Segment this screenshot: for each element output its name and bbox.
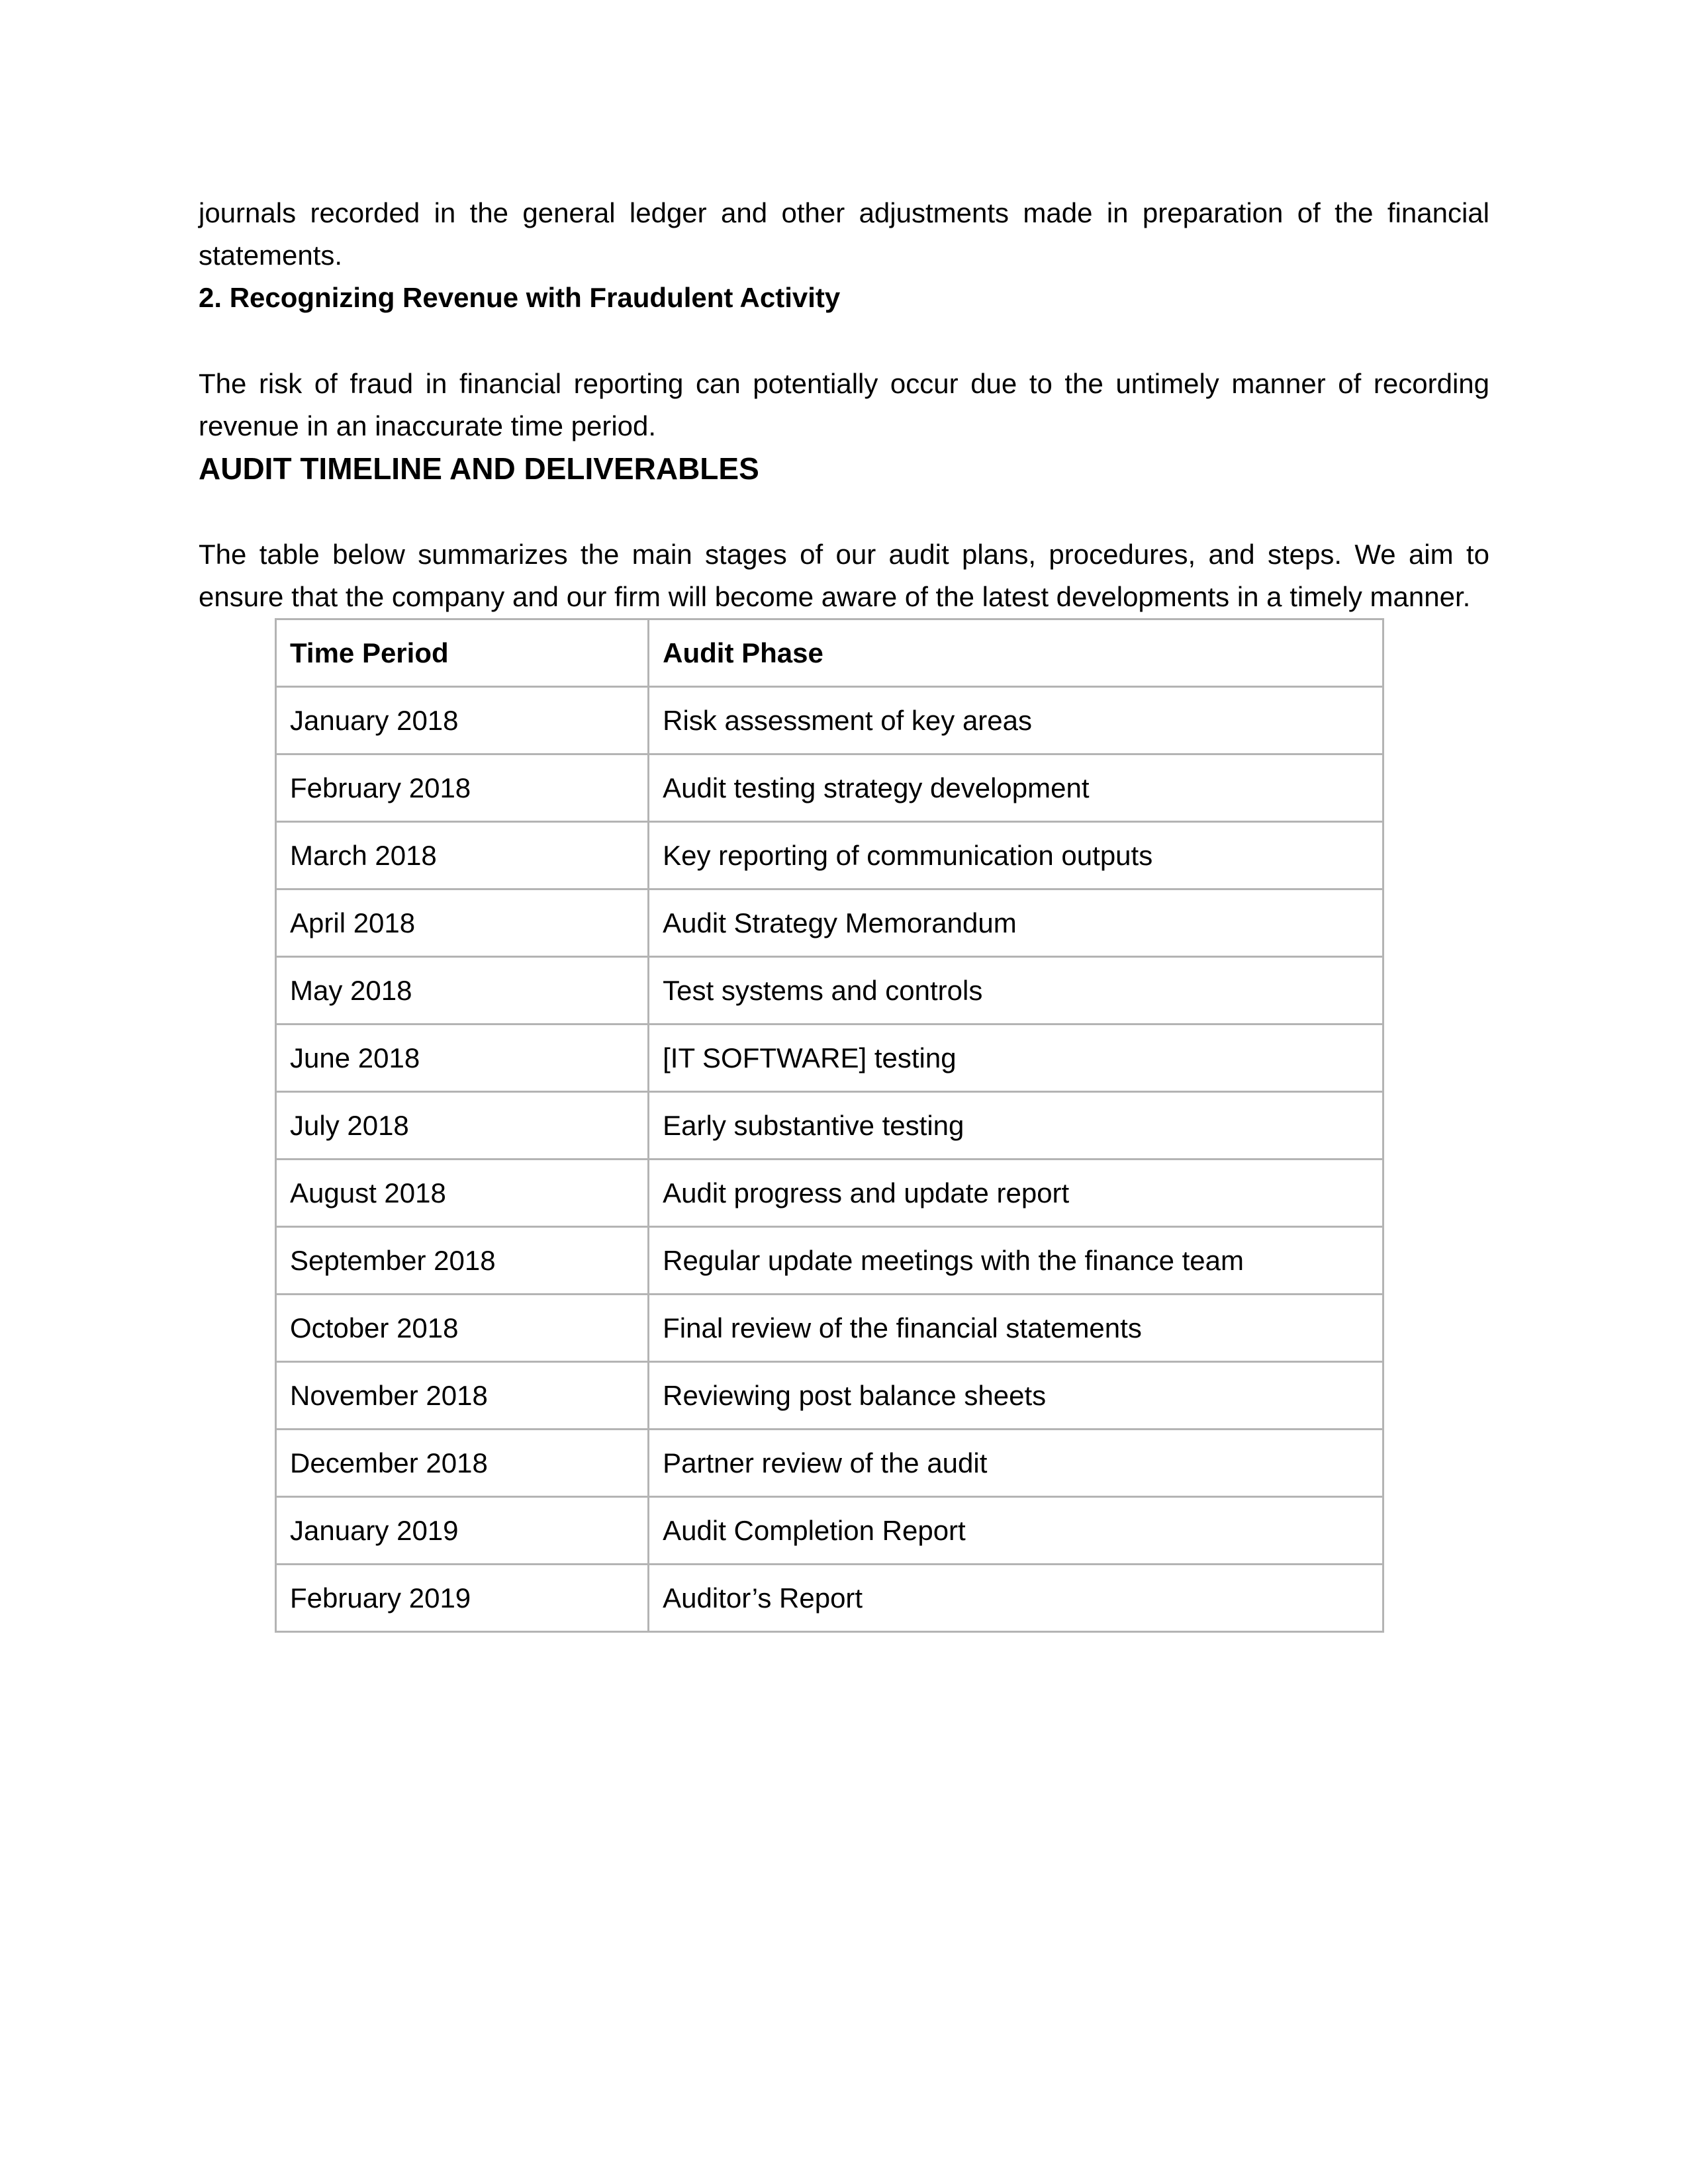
audit-phase-cell: Test systems and controls — [649, 957, 1383, 1024]
audit-phase-cell: Partner review of the audit — [649, 1430, 1383, 1497]
table-row — [276, 1497, 1383, 1565]
audit-phase-cell: Auditor’s Report — [649, 1565, 1383, 1632]
table-row — [276, 1024, 1383, 1092]
continuation-paragraph: journals recorded in the general ledger and other adjustments made in preparation of the financial statements. — [199, 197, 1489, 271]
time-period-cell: June 2018 — [276, 1024, 649, 1092]
fraud-paragraph: The risk of fraud in financial reporting can potentially occur due to the untimely manner of recording revenue in an inaccurate time period. — [199, 368, 1489, 441]
table-row — [276, 1295, 1383, 1362]
time-period-cell: May 2018 — [276, 957, 649, 1024]
table-row — [276, 754, 1383, 822]
time-period-cell: February 2019 — [276, 1565, 649, 1632]
audit-phase-cell: Audit Strategy Memorandum — [649, 889, 1383, 957]
time-period-cell: January 2018 — [276, 687, 649, 754]
time-period-cell: February 2018 — [276, 754, 649, 822]
table-row — [276, 1430, 1383, 1497]
audit-phase-cell: Early substantive testing — [649, 1092, 1383, 1160]
fraud-subheading: 2. Recognizing Revenue with Fraudulent Activity — [199, 282, 841, 313]
time-period-cell: January 2019 — [276, 1497, 649, 1565]
table-row — [276, 889, 1383, 957]
audit-phase-cell: Audit Completion Report — [649, 1497, 1383, 1565]
audit-phase-cell: Key reporting of communication outputs — [649, 822, 1383, 889]
header-audit-phase: Audit Phase — [649, 619, 1383, 687]
audit-phase-cell: Audit testing strategy development — [649, 754, 1383, 822]
time-period-cell: October 2018 — [276, 1295, 649, 1362]
audit-phase-cell: [IT SOFTWARE] testing — [649, 1024, 1383, 1092]
time-period-cell: August 2018 — [276, 1160, 649, 1227]
table-row — [276, 1092, 1383, 1160]
table-row — [276, 822, 1383, 889]
page-content — [199, 192, 1489, 1633]
time-period-cell: December 2018 — [276, 1430, 649, 1497]
time-period-cell: March 2018 — [276, 822, 649, 889]
audit-phase-cell: Final review of the financial statements — [649, 1295, 1383, 1362]
table-header-row — [276, 619, 1383, 687]
table-row — [276, 1362, 1383, 1430]
audit-phase-cell: Audit progress and update report — [649, 1160, 1383, 1227]
table-row — [276, 1227, 1383, 1295]
section-title: AUDIT TIMELINE AND DELIVERABLES — [199, 451, 759, 486]
audit-phase-cell: Reviewing post balance sheets — [649, 1362, 1383, 1430]
time-period-cell: November 2018 — [276, 1362, 649, 1430]
table-row — [276, 1565, 1383, 1632]
table-row — [276, 1160, 1383, 1227]
table-row — [276, 687, 1383, 754]
header-time-period: Time Period — [276, 619, 649, 687]
time-period-cell: July 2018 — [276, 1092, 649, 1160]
section-intro-paragraph: The table below summarizes the main stages of our audit plans, procedures, and steps. We aim to ensure that the company and our firm will become aware of the latest developments in a timely manner. — [199, 539, 1489, 612]
time-period-cell: September 2018 — [276, 1227, 649, 1295]
table-row — [276, 957, 1383, 1024]
audit-timeline-table — [275, 618, 1384, 1633]
audit-phase-cell: Risk assessment of key areas — [649, 687, 1383, 754]
time-period-cell: April 2018 — [276, 889, 649, 957]
audit-phase-cell: Regular update meetings with the finance team — [649, 1227, 1383, 1295]
